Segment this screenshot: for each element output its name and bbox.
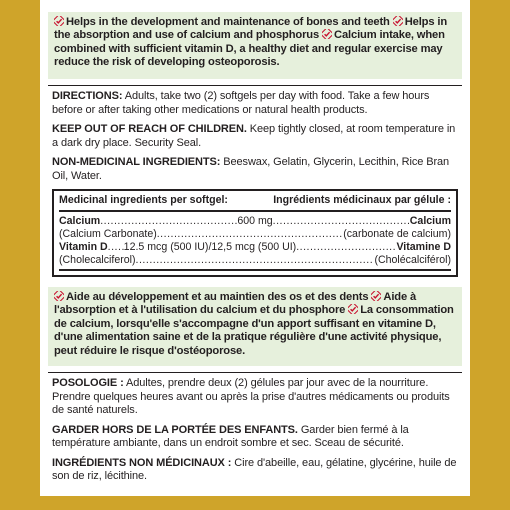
garder-label: GARDER HORS DE LA PORTÉE DES ENFANTS. [52,423,298,436]
check-icon [54,16,64,26]
medicinal-header-fr: Ingrédients médicinaux par gélule : [273,194,451,206]
gold-border-right [470,0,510,510]
keep-out-text: Keep tightly closed, at room temperature in a dark dry place. Security Seal. [52,123,456,149]
divider [48,85,462,86]
directions-paragraph [52,90,458,117]
garder-text: Garder bien fermé à la température ambiante, dans un endroit sombre et sec. Sceau de sécurité. [52,423,409,449]
keep-out-label: KEEP OUT OF REACH OF CHILDREN. [52,123,247,135]
posologie-label: POSOLOGIE : [52,377,124,389]
calcium-source-fr: (carbonate de calcium) [343,228,451,240]
french-claim-2: Aide à l'absorption et à l'utilisation du calcium et du phosphore [54,291,417,317]
medicinal-table-header [59,194,451,212]
vitamin-d-en: Vitamin D [59,241,108,253]
posologie-text: Adultes, prendre deux (2) gélules par jour avec de la nourriture. Prendre quelques heures avant ou après la prise d'autres médicaments ou produits de santé naturels. [52,377,450,416]
medicinal-ingredients-table [52,189,458,277]
vitamin-d-source-en: (Cholecalciferol) [59,254,136,266]
calcium-source-en: (Calcium Carbonate) [59,228,157,240]
directions-label: DIRECTIONS: [52,90,123,102]
english-claim-box [48,12,462,79]
check-icon [393,16,403,26]
french-claim-1: Aide au développement et au maintien des os et des dents [66,291,369,303]
posologie-paragraph [52,377,458,418]
vitamin-d-amount: 12.5 mcg (500 IU)/12,5 mcg (500 UI) [123,241,297,253]
divider [48,372,462,373]
check-icon [348,304,358,314]
gold-border-bottom [0,496,510,510]
table-row-vitamin-d [59,241,451,254]
table-row-calcium [59,215,451,228]
check-icon [322,29,332,39]
vitamin-d-source-fr: (Cholécalciférol) [374,254,451,266]
nonmed-text-en: Beeswax, Gelatin, Glycerin, Lecithin, Rice Bran Oil, Water. [52,156,450,182]
french-claim-box [48,287,462,366]
medicinal-header-en: Medicinal ingredients per softgel: [59,194,228,206]
gold-border-left [0,0,40,510]
label-panel [48,0,462,496]
table-row-vitamin-d-source [59,254,451,267]
nonmed-paragraph-en [52,156,458,183]
check-icon [54,291,64,301]
table-row-calcium-source [59,228,451,241]
english-claim-3: Calcium intake, when combined with sufficient vitamin D, a healthy diet and regular exercise may reduce the risk of developing osteoporosis. [54,29,445,69]
keep-out-paragraph [52,123,458,150]
vitamin-d-fr: Vitamine D [396,241,451,253]
calcium-amount: 600 mg [237,215,273,227]
french-claim-3: La consommation de calcium, lorsqu'elle s'accompagne d'un apport suffisant en vitamine D, d'une alimentation saine et de la pratique régulière d'une activité physique, peut réduire le risque d'ostéoporose. [54,304,454,357]
nonmed-text-fr: Cire d'abeille, eau, gélatine, glycérine, huile de son de riz, lécithine. [52,456,457,482]
nonmed-paragraph-fr [52,457,458,484]
nonmed-label-fr: INGRÉDIENTS NON MÉDICINAUX : [52,456,232,469]
nonmed-label-en: NON-MEDICINAL INGREDIENTS: [52,156,221,168]
calcium-en: Calcium [59,215,101,227]
check-icon [371,291,381,301]
english-claim-1: Helps in the development and maintenance of bones and teeth [66,16,390,28]
directions-text: Adults, take two (2) softgels per day with food. Take a few hours before or after taking other medications or natural health products. [52,90,430,116]
calcium-fr: Calcium [409,215,451,227]
english-claim-2: Helps in the absorption and use of calcium and phosphorus [54,16,448,42]
garder-paragraph [52,424,458,451]
